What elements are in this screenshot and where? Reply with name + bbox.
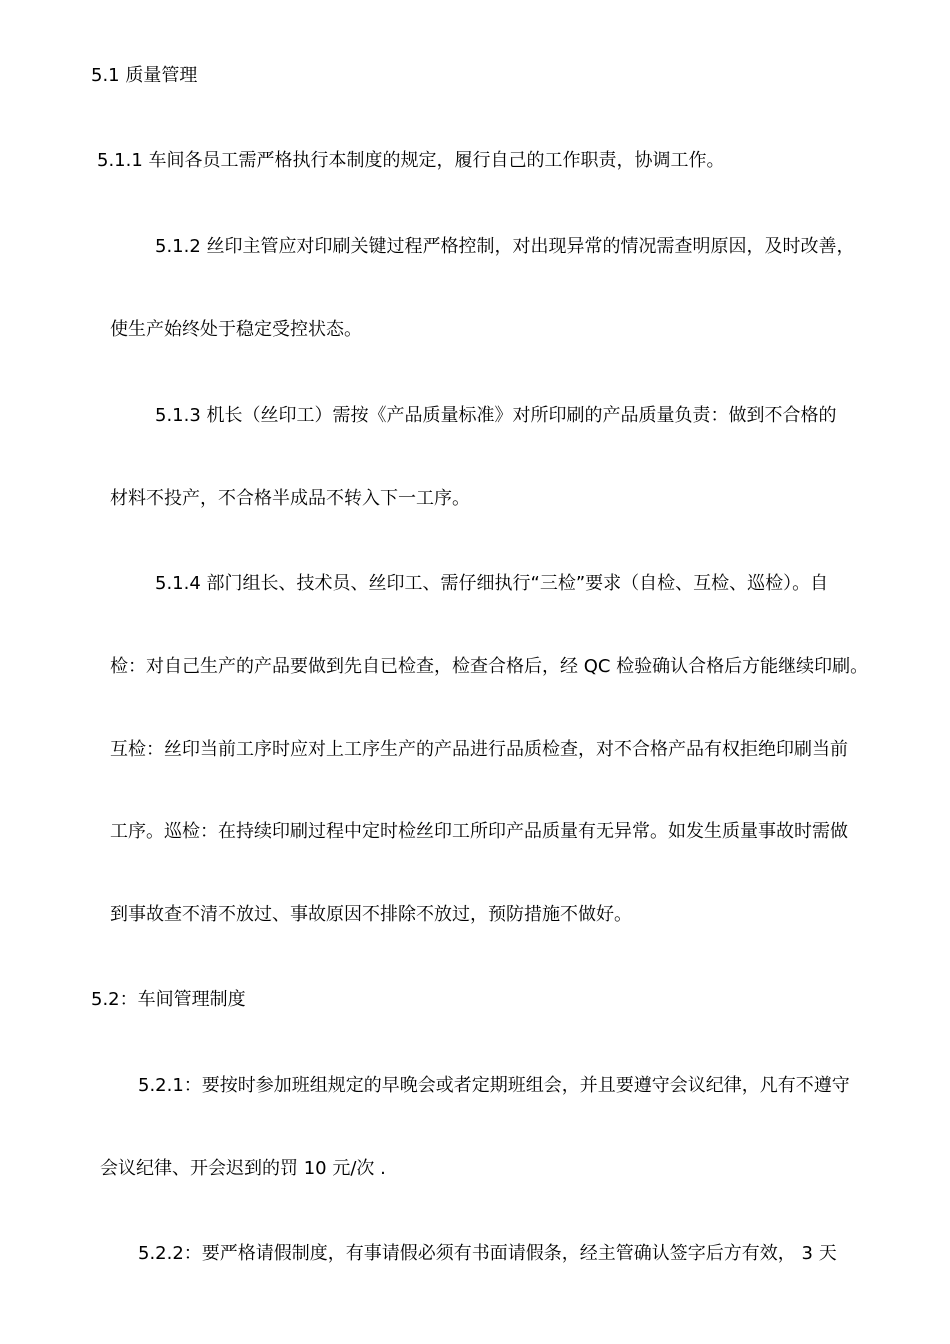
paragraph-5-1-4-line-2: 检：对自己生产的产品要做到先自已检查，检查合格后，经 QC 检验确认合格后方能继续印刷。 (110, 656, 869, 677)
paragraph-5-1-3-line-1: 5.1.3 机长（丝印工）需按《产品质量标准》对所印刷的产品质量负责：做到不合格的 (155, 405, 837, 426)
paragraph-5-1-1: 5.1.1 车间各员工需严格执行本制度的规定，履行自己的工作职责，协调工作。 (97, 150, 725, 171)
paragraph-5-1-3-line-2: 材料不投产，不合格半成品不转入下一工序。 (110, 488, 470, 509)
paragraph-5-2-2-line-1: 5.2.2：要严格请假制度，有事请假必须有书面请假条，经主管确认签字后方有效， 3 天 (138, 1243, 837, 1264)
section-heading-5-2: 5.2：车间管理制度 (91, 989, 246, 1010)
paragraph-5-1-4-line-1: 5.1.4 部门组长、技术员、丝印工、需仔细执行“三检”要求（自检、互检、巡检）。自 (155, 573, 829, 594)
paragraph-5-1-4-line-4: 工序。巡检：在持续印刷过程中定时检丝印工所印产品质量有无异常。如发生质量事故时需做 (110, 821, 848, 842)
paragraph-5-2-1-line-2: 会议纪律、开会迟到的罚 10 元/次 . (100, 1158, 386, 1179)
paragraph-5-1-4-line-3: 互检：丝印当前工序时应对上工序生产的产品进行品质检查，对不合格产品有权拒绝印刷当前 (110, 739, 848, 760)
paragraph-5-1-2-line-1: 5.1.2 丝印主管应对印刷关键过程严格控制，对出现异常的情况需查明原因，及时改善， (155, 236, 855, 257)
paragraph-5-1-4-line-5: 到事故查不清不放过、事故原因不排除不放过，预防措施不做好。 (110, 904, 632, 925)
section-heading-5-1: 5.1 质量管理 (91, 65, 198, 86)
paragraph-5-1-2-line-2: 使生产始终处于稳定受控状态。 (110, 319, 362, 340)
paragraph-5-2-1-line-1: 5.2.1：要按时参加班组规定的早晚会或者定期班组会，并且要遵守会议纪律，凡有不遵守 (138, 1075, 850, 1096)
